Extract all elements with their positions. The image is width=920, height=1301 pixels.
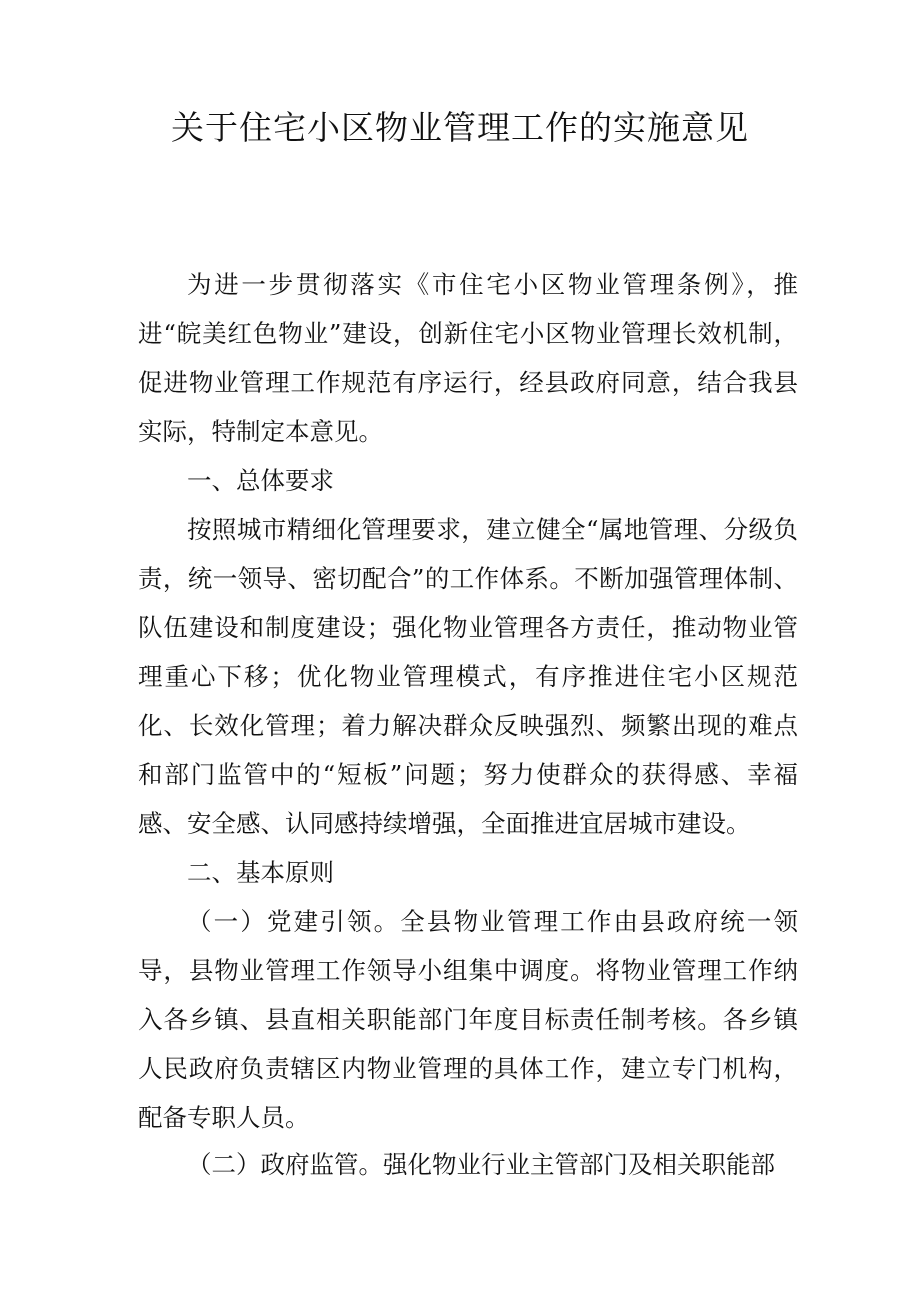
section-heading-basic-principles: 二、基本原则	[187, 858, 334, 887]
paragraph-intro: 为进一步贯彻落实《市住宅小区物业管理条例》，推进“皖美红色物业”建设，创新住宅小区物业管理长效机制，促进物业管理工作规范有序运行，经县政府同意，结合我县实际，特制定本意见。	[138, 270, 798, 446]
paragraph-overall-requirements: 按照城市精细化管理要求，建立健全“属地管理、分级负责，统一领导、密切配合”的工作体系。不断加强管理体制、队伍建设和制度建设；强化物业管理各方责任，推动物业管理重心下移；优化物业管理模式，有序推进住宅小区规范化、长效化管理；着力解决群众反映强烈、频繁出现的难点和部门监管中的“短板”问题；努力使群众的获得感、幸福感、安全感、认同感持续增强，全面推进宜居城市建设。	[138, 515, 798, 838]
document-body	[138, 260, 798, 1189]
section-heading-overall-requirements: 一、总体要求	[187, 466, 334, 495]
document-title: 关于住宅小区物业管理工作的实施意见	[171, 108, 749, 147]
paragraph-party-leadership: （一）党建引领。全县物业管理工作由县政府统一领导，县物业管理工作领导小组集中调度。将物业管理工作纳入各乡镇、县直相关职能部门年度目标责任制考核。各乡镇人民政府负责辖区内物业管理的具体工作，建立专门机构，配备专职人员。	[138, 907, 798, 1132]
paragraph-government-supervision: （二）政府监管。强化物业行业主管部门及相关职能部	[187, 1150, 775, 1179]
